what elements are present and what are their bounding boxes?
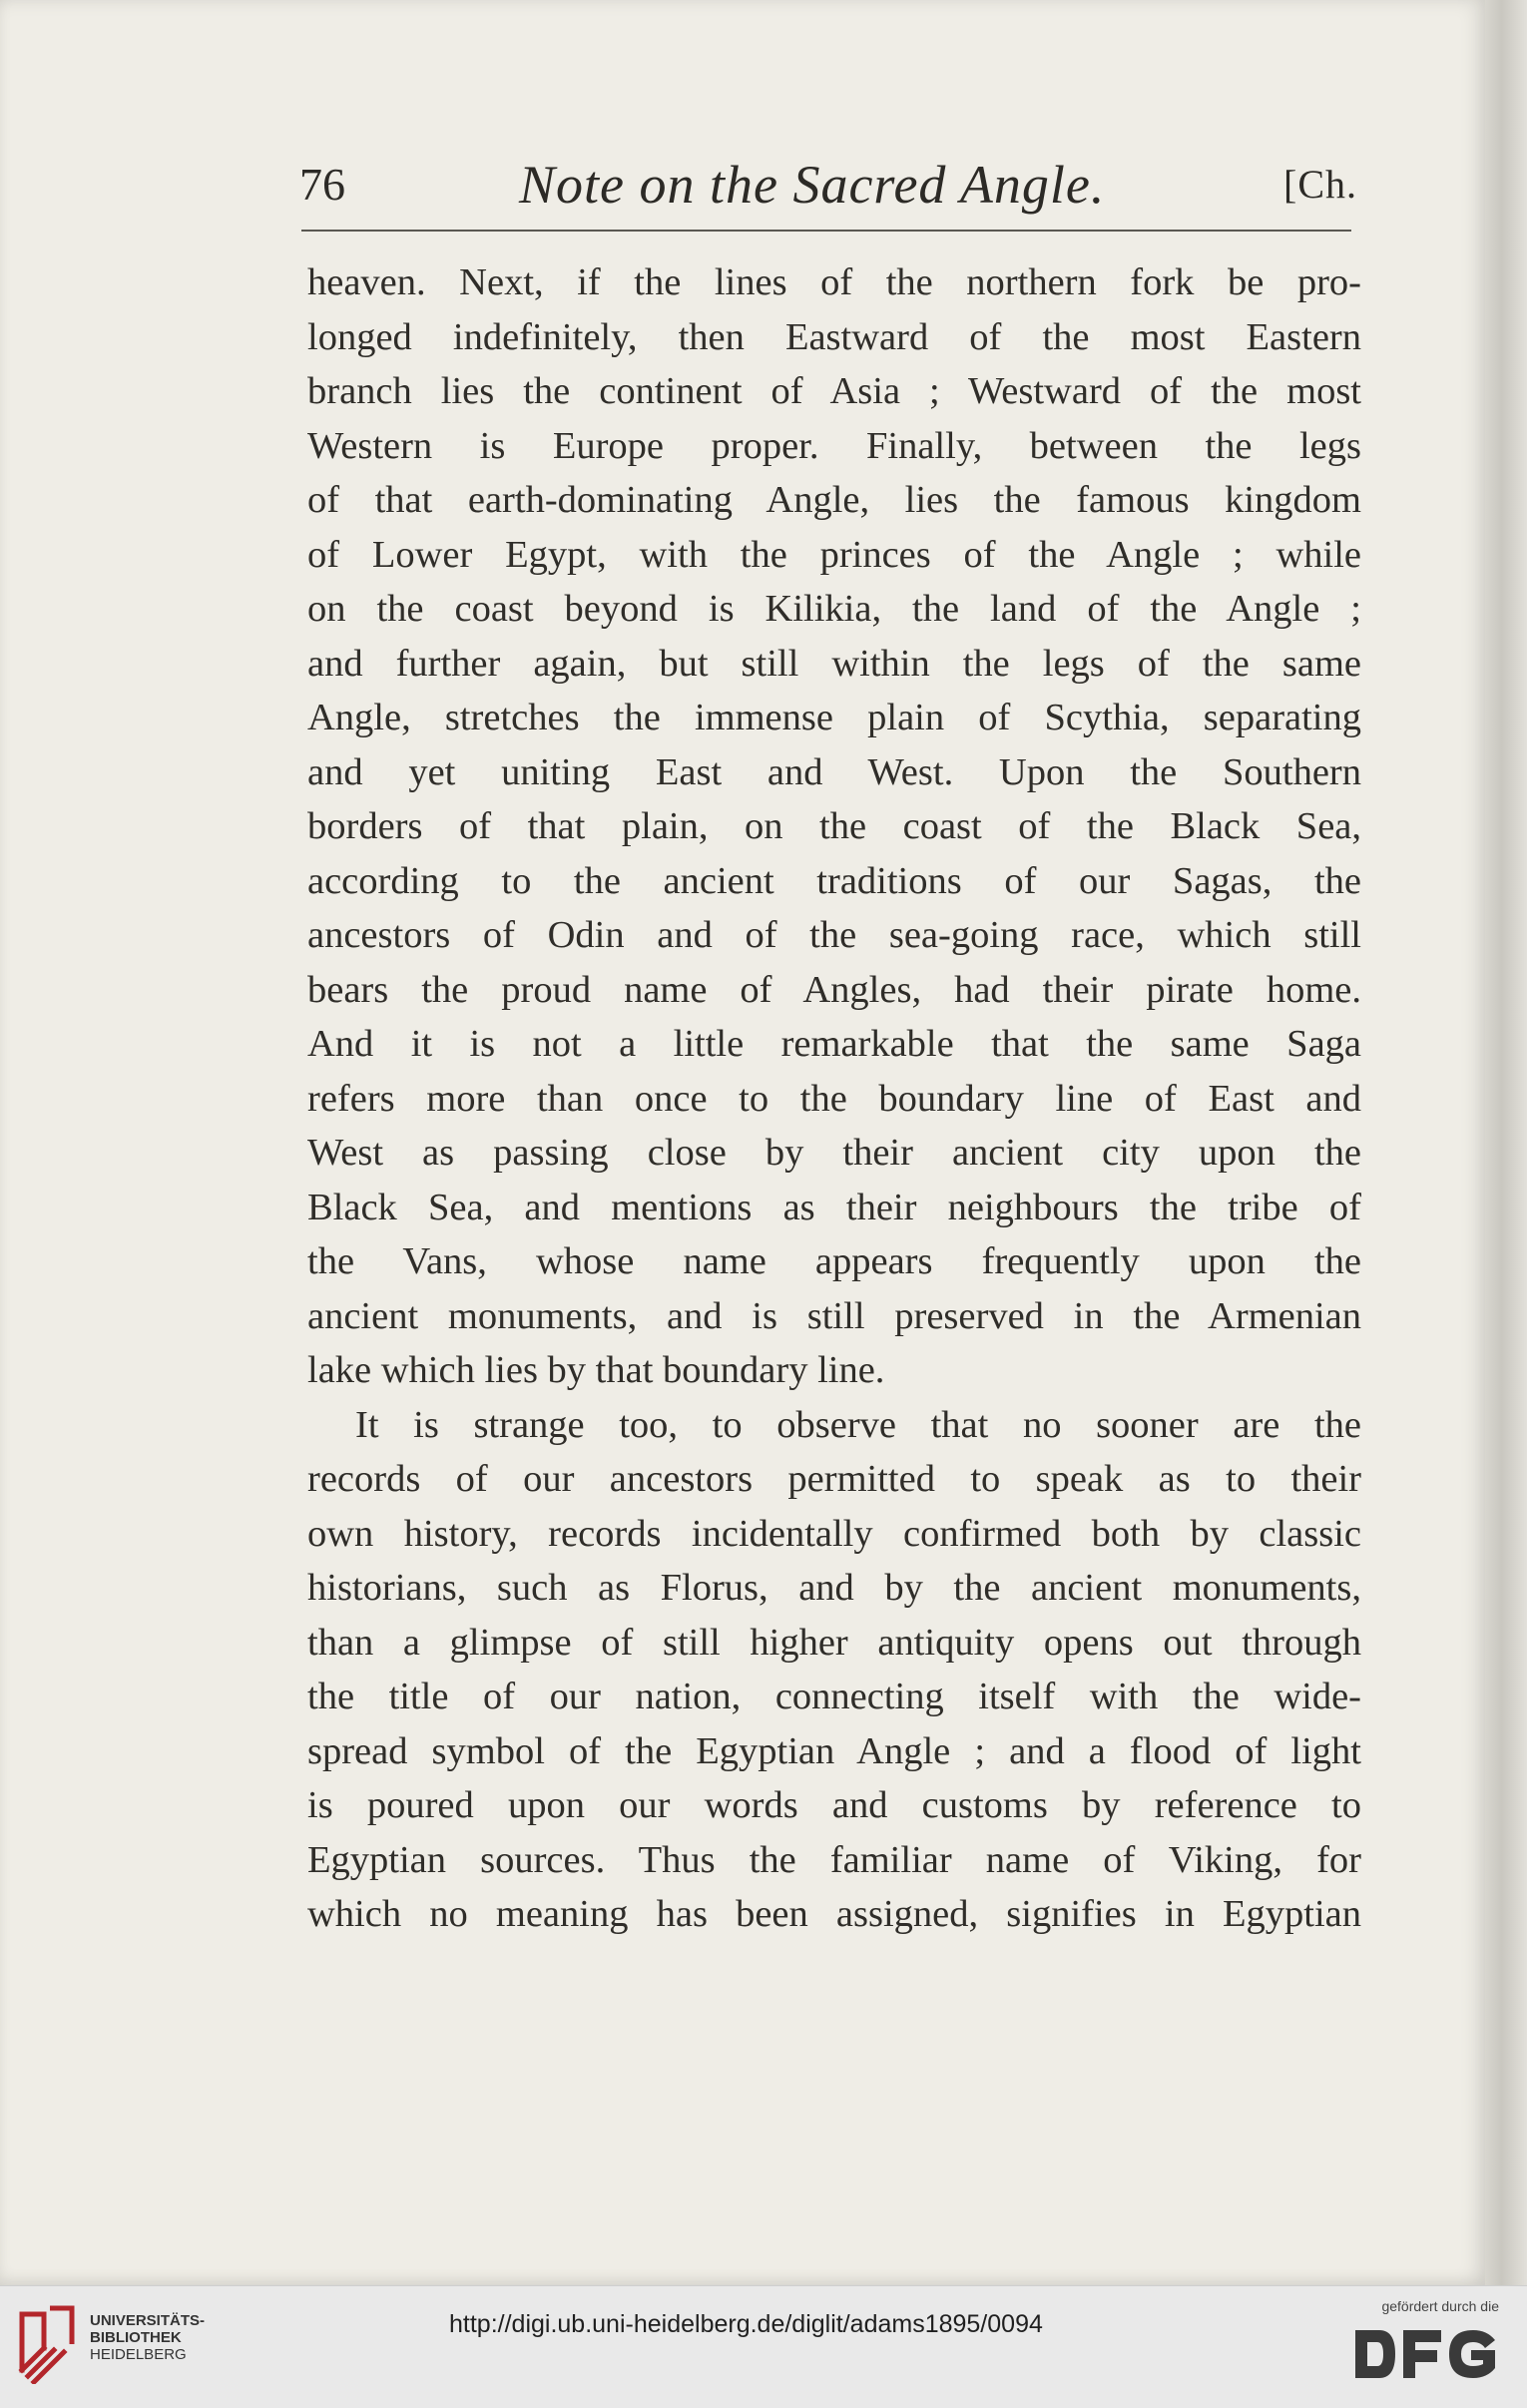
running-title: Note on the Sacred Angle. <box>519 155 1106 215</box>
text-line: of Lower Egypt, with the princes of the Angle ; while <box>307 533 1361 576</box>
library-logo-icon <box>14 2300 80 2384</box>
text-line: ancestors of Odin and of the sea-going race, which still <box>307 914 1361 956</box>
text-line: Angle, stretches the immense plain of Scythia, separating <box>307 697 1361 738</box>
text-line: and further again, but still within the legs of the same <box>307 642 1361 685</box>
text-line: ancient monuments, and is still preserved in the Armenian <box>307 1294 1361 1337</box>
text-line: branch lies the continent of Asia ; Westward of the most <box>307 370 1361 412</box>
paragraph-first-line: It is strange too, to observe that no sooner are the <box>355 1403 1361 1446</box>
page-edge <box>1485 0 1527 2285</box>
text-line: on the coast beyond is Kilikia, the land of the Angle ; <box>307 588 1361 630</box>
text-line: West as passing close by their ancient city upon the <box>307 1132 1361 1174</box>
header-rule <box>301 230 1351 232</box>
text-line: of that earth-dominating Angle, lies the famous kingdom <box>307 479 1361 521</box>
permalink-url[interactable]: http://digi.ub.uni-heidelberg.de/diglit/adams1895/0094 <box>449 2310 1043 2338</box>
text-line: refers more than once to the boundary line of East and <box>307 1077 1361 1120</box>
library-name-line1: UNIVERSITÄTS- <box>90 2312 206 2329</box>
text-line: is poured upon our words and customs by reference to <box>307 1784 1361 1826</box>
running-head <box>299 150 1357 220</box>
text-line: which no meaning has been assigned, signifies in Egyptian <box>307 1893 1361 1935</box>
text-line: own history, records incidentally confirmed both by classic <box>307 1512 1361 1555</box>
text-line: according to the ancient traditions of our Sagas, the <box>307 859 1361 902</box>
body-text <box>307 255 1361 1942</box>
text-line: heaven. Next, if the lines of the northern fork be pro- <box>307 261 1361 303</box>
text-line: than a glimpse of still higher antiquity opens out through <box>307 1621 1361 1664</box>
text-line: borders of that plain, on the coast of the Black Sea, <box>307 805 1361 847</box>
paragraph-last-line: lake which lies by that boundary line. <box>307 1349 885 1391</box>
chapter-reference: [Ch. <box>1283 162 1357 207</box>
text-line: spread symbol of the Egyptian Angle ; and a flood of light <box>307 1729 1361 1772</box>
text-line: the title of our nation, connecting itself with the wide- <box>307 1676 1361 1717</box>
library-name-line2: BIBLIOTHEK <box>90 2329 182 2346</box>
text-line: the Vans, whose name appears frequently upon the <box>307 1240 1361 1282</box>
text-line: and yet uniting East and West. Upon the Southern <box>307 750 1361 793</box>
text-line: bears the proud name of Angles, had their pirate home. <box>307 968 1361 1011</box>
text-line: historians, such as Florus, and by the ancient monuments, <box>307 1567 1361 1609</box>
footer-bar <box>0 2285 1527 2408</box>
funded-by-label: gefördert durch die <box>1381 2298 1499 2314</box>
library-name-line3: HEIDELBERG <box>90 2346 187 2363</box>
text-line: Western is Europe proper. Finally, between the legs <box>307 424 1361 467</box>
dfg-logo-icon <box>1351 2320 1499 2386</box>
page-number: 76 <box>299 159 345 210</box>
text-line: records of our ancestors permitted to speak as to their <box>307 1458 1361 1500</box>
library-name <box>90 2312 205 2363</box>
text-line: Black Sea, and mentions as their neighbours the tribe of <box>307 1186 1361 1228</box>
text-line: longed indefinitely, then Eastward of the most Eastern <box>307 315 1361 358</box>
text-line: Egyptian sources. Thus the familiar name of Viking, for <box>307 1838 1361 1881</box>
text-line: And it is not a little remarkable that the same Saga <box>307 1023 1361 1065</box>
